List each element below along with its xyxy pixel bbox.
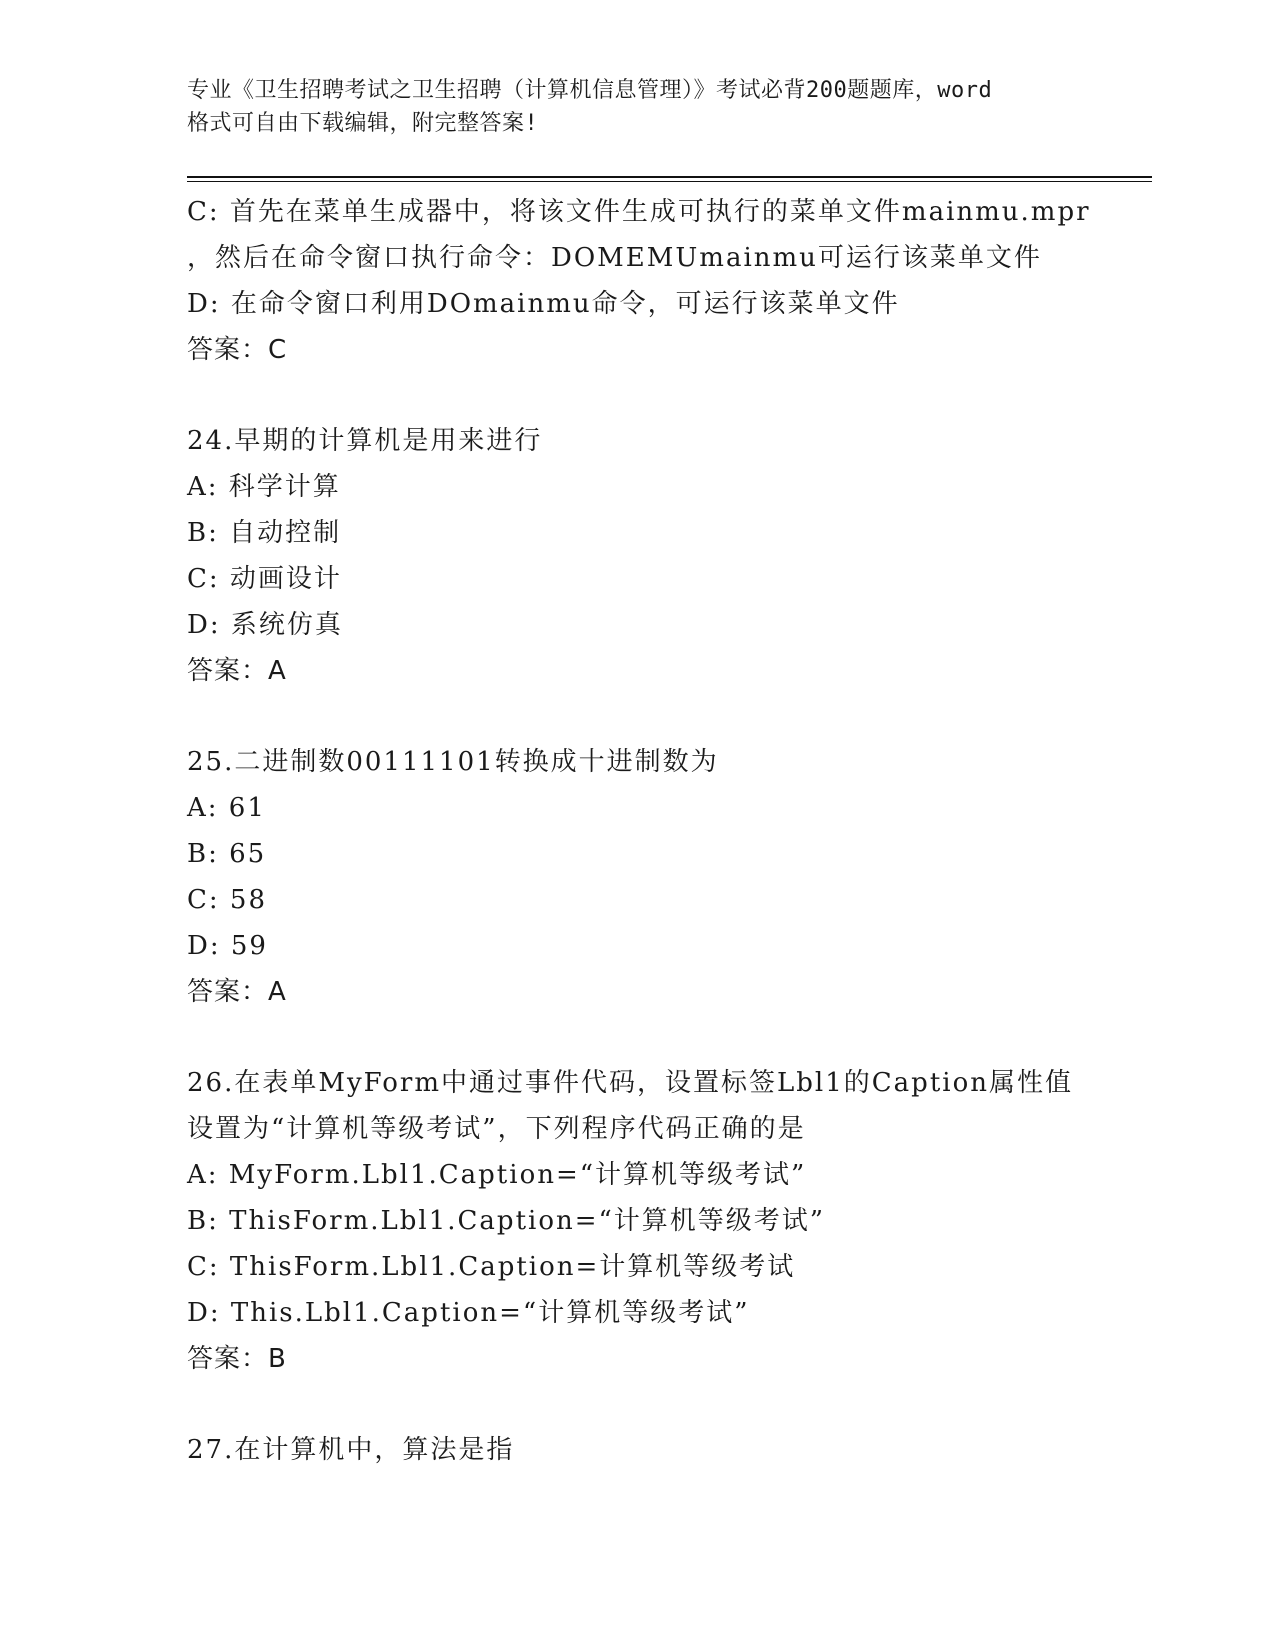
answer-line: 答案：B (187, 1344, 287, 1374)
option-c: C: 动画设计 (187, 564, 342, 594)
option-a: A: 科学计算 (187, 472, 341, 502)
answer-line: 答案：A (187, 977, 287, 1007)
document-header (187, 74, 1087, 140)
question-stem: 24.早期的计算机是用来进行 (187, 426, 543, 456)
option-line: C: 首先在菜单生成器中，将该文件生成可执行的菜单文件mainmu.mpr (187, 197, 1091, 227)
question-24 (187, 418, 1127, 694)
option-d: D: 59 (187, 931, 268, 961)
option-a: A: 61 (187, 793, 266, 823)
header-line-2: 格式可自由下载编辑，附完整答案! (187, 111, 539, 136)
header-line-1: 专业《卫生招聘考试之卫生招聘（计算机信息管理）》考试必背200题题库，word (187, 78, 993, 103)
question-stem: 25.二进制数00111101转换成十进制数为 (187, 747, 719, 777)
option-b: B: 65 (187, 839, 267, 869)
option-a: A: MyForm.Lbl1.Caption=“计算机等级考试” (187, 1160, 807, 1190)
option-b: B: 自动控制 (187, 518, 342, 548)
header-divider (187, 176, 1152, 182)
spacer (187, 1382, 1127, 1427)
option-b: B: ThisForm.Lbl1.Caption=“计算机等级考试” (187, 1206, 826, 1236)
option-line: D: 在命令窗口利用DOmainmu命令，可运行该菜单文件 (187, 289, 900, 319)
spacer (187, 694, 1127, 739)
question-stem-continued: 设置为“计算机等级考试”，下列程序代码正确的是 (187, 1114, 806, 1144)
answer-line: 答案：A (187, 656, 287, 686)
question-23-continued (187, 189, 1127, 373)
option-d: D: This.Lbl1.Caption=“计算机等级考试” (187, 1298, 750, 1328)
answer-line: 答案：C (187, 335, 288, 365)
spacer (187, 373, 1127, 418)
question-26 (187, 1060, 1127, 1382)
option-c: C: 58 (187, 885, 268, 915)
option-line: ，然后在命令窗口执行命令：DOMEMUmainmu可运行该菜单文件 (187, 243, 1042, 273)
document-content (187, 189, 1127, 1473)
question-stem: 27.在计算机中，算法是指 (187, 1435, 515, 1465)
spacer (187, 1015, 1127, 1060)
option-c: C: ThisForm.Lbl1.Caption=计算机等级考试 (187, 1252, 796, 1282)
question-25 (187, 739, 1127, 1015)
question-27 (187, 1427, 1127, 1473)
option-d: D: 系统仿真 (187, 610, 343, 640)
question-stem: 26.在表单MyForm中通过事件代码，设置标签Lbl1的Caption属性值 (187, 1068, 1073, 1098)
